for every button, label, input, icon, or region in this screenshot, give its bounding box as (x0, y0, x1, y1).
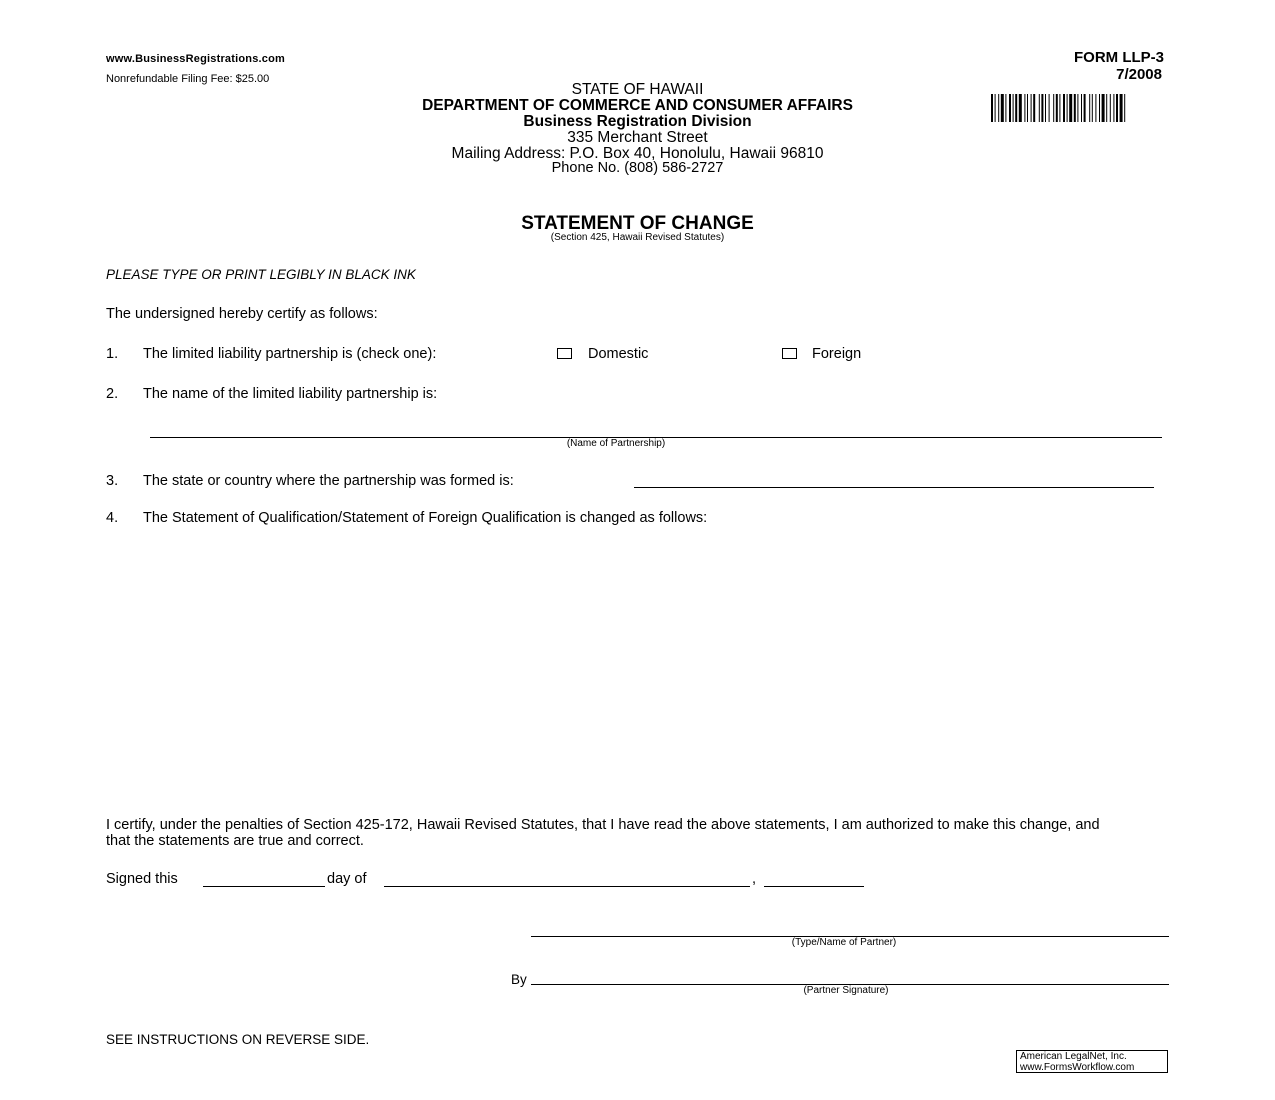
signed-day-field[interactable] (203, 886, 325, 887)
certification-statement: I certify, under the penalties of Section 425-172, Hawaii Revised Statutes, that I have read the above statements, I am authorized to make this change, and that the statements are true and correct. (106, 817, 1100, 849)
street-address: 335 Merchant Street (567, 129, 708, 146)
ink-instruction: PLEASE TYPE OR PRINT LEGIBLY IN BLACK INK (106, 267, 416, 282)
division-heading: Business Registration Division (523, 113, 752, 130)
partner-signature-caption: (Partner Signature) (803, 985, 889, 996)
form-subtitle: (Section 425, Hawaii Revised Statutes) (550, 232, 725, 243)
domestic-label: Domestic (588, 346, 649, 362)
foreign-checkbox[interactable] (782, 348, 797, 359)
signed-month-field[interactable] (384, 886, 750, 887)
intro-statement: The undersigned hereby certify as follows: (106, 306, 378, 322)
form-number: FORM LLP-3 (1074, 49, 1164, 66)
publisher-name: American LegalNet, Inc. (1020, 1051, 1127, 1062)
item-3-text: The state or country where the partnership was formed is: (143, 473, 514, 489)
formation-state-field[interactable] (634, 487, 1154, 488)
day-of-label: day of (327, 871, 367, 887)
signed-year-field[interactable] (764, 886, 864, 887)
item-1-number: 1. (106, 346, 119, 362)
item-4-text: The Statement of Qualification/Statement of Foreign Qualification is changed as follows: (143, 510, 708, 526)
state-heading: STATE OF HAWAII (571, 81, 704, 98)
mailing-address: Mailing Address: P.O. Box 40, Honolulu, Hawaii 96810 (451, 145, 824, 162)
item-2-number: 2. (106, 386, 119, 402)
item-1-text: The limited liability partnership is (check one): (143, 346, 437, 362)
signed-this-label: Signed this (106, 871, 178, 887)
filing-fee: Nonrefundable Filing Fee: $25.00 (106, 73, 270, 85)
reverse-side-note: SEE INSTRUCTIONS ON REVERSE SIDE. (106, 1032, 370, 1047)
changes-area[interactable] (143, 535, 1163, 800)
item-2-text: The name of the limited liability partnership is: (143, 386, 438, 402)
foreign-label: Foreign (812, 346, 862, 362)
phone-number: Phone No. (808) 586-2727 (551, 160, 724, 176)
publisher-website: www.FormsWorkflow.com (1020, 1061, 1135, 1073)
signed-comma: , (752, 871, 757, 887)
domestic-checkbox[interactable] (557, 348, 572, 359)
item-4-number: 4. (106, 510, 119, 526)
by-label: By (511, 972, 527, 987)
item-3-number: 3. (106, 473, 119, 489)
department-heading: DEPARTMENT OF COMMERCE AND CONSUMER AFFAIRS (422, 97, 853, 114)
partnership-name-caption: (Name of Partnership) (566, 438, 666, 449)
form-date: 7/2008 (1116, 66, 1162, 83)
form-title: STATEMENT OF CHANGE (521, 213, 754, 234)
website-url: www.BusinessRegistrations.com (106, 53, 285, 65)
partner-name-caption: (Type/Name of Partner) (791, 937, 897, 948)
publisher-box (1016, 1050, 1168, 1073)
